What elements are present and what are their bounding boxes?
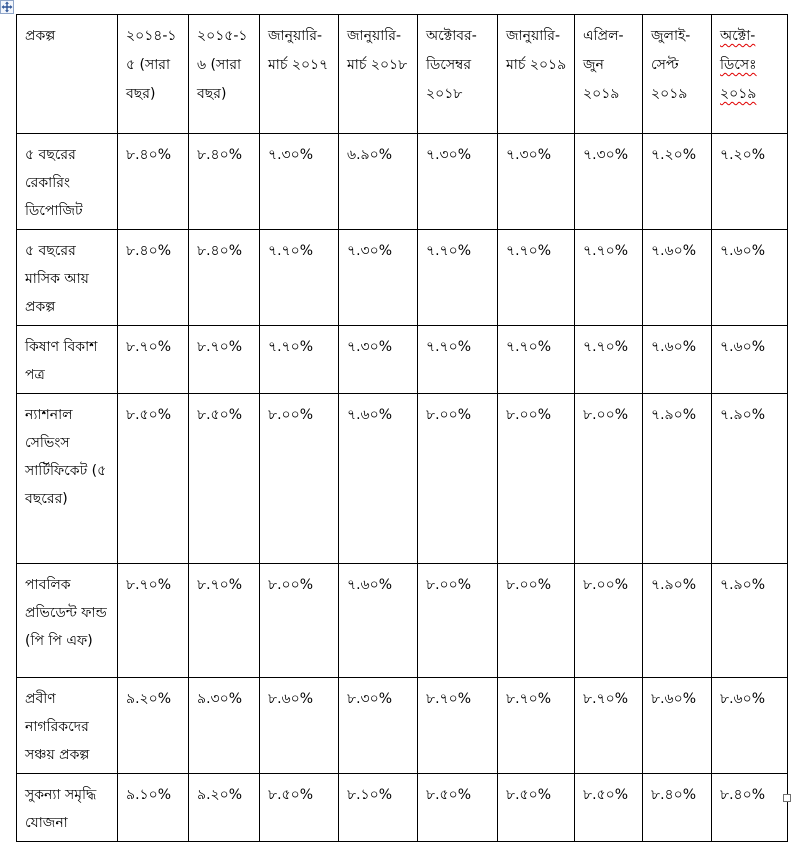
header-cell[interactable]: জুলাই-সেপ্ট ২০১৯	[643, 15, 712, 134]
table-cell[interactable]: ৮.৭০%	[575, 678, 643, 774]
table-cell[interactable]: ৮.৫০%	[418, 774, 498, 842]
header-cell[interactable]: এপ্রিল-জুন ২০১৯	[575, 15, 643, 134]
table-cell[interactable]: ৯.১০%	[118, 774, 189, 842]
table-cell[interactable]: ৮.৪০%	[118, 230, 189, 326]
header-cell[interactable]: প্রকল্প	[17, 15, 118, 134]
table-cell[interactable]: ৮.৫০%	[575, 774, 643, 842]
table-cell[interactable]: ৮.৬০%	[643, 678, 712, 774]
table-row	[17, 774, 788, 842]
row-label-cell[interactable]: ৫ বছরের রেকারিং ডিপোজিট	[17, 134, 118, 230]
table-cell[interactable]: ৭.৬০%	[643, 326, 712, 394]
row-label-cell[interactable]: ন্যাশনাল সেভিংস সার্টিফিকেট (৫ বছরের)	[17, 394, 118, 564]
table-cell[interactable]: ৮.০০%	[418, 564, 498, 678]
row-label-cell[interactable]: প্রবীণ নাগরিকদের সঞ্চয় প্রকল্প	[17, 678, 118, 774]
table-cell[interactable]: ৭.৭০%	[498, 326, 575, 394]
table-cell[interactable]: ৮.৪০%	[643, 774, 712, 842]
table-cell[interactable]: ৭.৬০%	[712, 230, 788, 326]
row-label-cell[interactable]: কিষাণ বিকাশ পত্র	[17, 326, 118, 394]
table-cell[interactable]: ৭.৭০%	[418, 230, 498, 326]
table-cell[interactable]: ৭.৩০%	[575, 134, 643, 230]
table-cell[interactable]: ৭.৯০%	[643, 394, 712, 564]
table-cell[interactable]: ৮.৭০%	[189, 564, 260, 678]
move-arrows-icon	[1, 1, 13, 13]
table-cell[interactable]: ৯.২০%	[189, 774, 260, 842]
table-cell[interactable]: ৭.৬০%	[712, 326, 788, 394]
table-row	[17, 326, 788, 394]
table-cell[interactable]: ৭.৭০%	[575, 230, 643, 326]
table-cell[interactable]: ৮.৫০%	[118, 394, 189, 564]
table-cell[interactable]: ৮.৬০%	[260, 678, 339, 774]
table-cell[interactable]: ৭.৭০%	[418, 326, 498, 394]
table-cell[interactable]: ৭.৯০%	[712, 394, 788, 564]
table-cell[interactable]: ৭.৬০%	[643, 230, 712, 326]
table-cell[interactable]: ৯.২০%	[118, 678, 189, 774]
table-cell[interactable]: ৭.৭০%	[260, 326, 339, 394]
header-cell[interactable]: জানুয়ারি-মার্চ ২০১৮	[339, 15, 418, 134]
table-row	[17, 230, 788, 326]
table-header-row	[17, 15, 788, 134]
table-cell[interactable]: ৮.৪০%	[118, 134, 189, 230]
table-cell[interactable]: ৮.৭০%	[118, 326, 189, 394]
table-cell[interactable]: ৮.০০%	[575, 564, 643, 678]
table-cell[interactable]: ৭.২০%	[712, 134, 788, 230]
table-cell[interactable]: ৭.৩০%	[339, 230, 418, 326]
table-cell[interactable]: ৭.৩০%	[260, 134, 339, 230]
table-cell[interactable]: ৯.৩০%	[189, 678, 260, 774]
table-cell[interactable]: ৮.৭০%	[498, 678, 575, 774]
header-cell[interactable]: ২০১৪-১৫ (সারা বছর)	[118, 15, 189, 134]
table-cell[interactable]: ৮.৫০%	[189, 394, 260, 564]
table-row	[17, 564, 788, 678]
row-label-cell[interactable]: পাবলিক প্রভিডেন্ট ফান্ড (পি পি এফ)	[17, 564, 118, 678]
table-cell[interactable]: ৮.৫০%	[498, 774, 575, 842]
table-cell[interactable]: ৮.০০%	[260, 564, 339, 678]
table-cell[interactable]: ৮.০০%	[575, 394, 643, 564]
rates-table[interactable]	[16, 14, 788, 842]
table-cell[interactable]: ৮.৬০%	[712, 678, 788, 774]
table-cell[interactable]: ৭.৩০%	[339, 326, 418, 394]
table-cell[interactable]: ৮.৪০%	[189, 134, 260, 230]
table-cell[interactable]: ৭.৭০%	[260, 230, 339, 326]
table-cell[interactable]: ৮.৫০%	[260, 774, 339, 842]
header-cell[interactable]: ২০১৫-১৬ (সারা বছর)	[189, 15, 260, 134]
table-row	[17, 678, 788, 774]
table-cell[interactable]: ৭.৭০%	[498, 230, 575, 326]
table-cell[interactable]: ৭.৬০%	[339, 564, 418, 678]
table-cell[interactable]: ৮.৪০%	[189, 230, 260, 326]
row-label-cell[interactable]: সুকন্যা সমৃদ্ধি যোজনা	[17, 774, 118, 842]
table-cell[interactable]: ৭.৯০%	[643, 564, 712, 678]
table-cell[interactable]: ৮.৭০%	[418, 678, 498, 774]
row-label-cell[interactable]: ৫ বছরের মাসিক আয় প্রকল্প	[17, 230, 118, 326]
header-cell[interactable]: জানুয়ারি-মার্চ ২০১৭	[260, 15, 339, 134]
table-cell[interactable]: ৭.৯০%	[712, 564, 788, 678]
table-cell[interactable]: ৮.১০%	[339, 774, 418, 842]
table-cell[interactable]: ৭.২০%	[643, 134, 712, 230]
table-cell[interactable]: ৭.৩০%	[498, 134, 575, 230]
table-cell[interactable]: ৮.৭০%	[189, 326, 260, 394]
table-cell[interactable]: ৮.৭০%	[118, 564, 189, 678]
table-cell[interactable]: ৭.৩০%	[418, 134, 498, 230]
table-cell[interactable]: ৮.০০%	[498, 394, 575, 564]
table-resize-handle[interactable]	[783, 794, 791, 802]
table-cell[interactable]: ৭.৭০%	[575, 326, 643, 394]
table-row	[17, 134, 788, 230]
table-cell[interactable]: ৮.০০%	[498, 564, 575, 678]
table-cell[interactable]: ৮.৪০%	[712, 774, 788, 842]
table-move-handle[interactable]	[0, 0, 14, 14]
header-cell[interactable]: জানুয়ারি-মার্চ ২০১৯	[498, 15, 575, 134]
table-cell[interactable]: ৬.৯০%	[339, 134, 418, 230]
table-cell[interactable]: ৭.৬০%	[339, 394, 418, 564]
header-cell[interactable]: অক্টোবর-ডিসেম্বর ২০১৮	[418, 15, 498, 134]
table-cell[interactable]: ৮.৩০%	[339, 678, 418, 774]
table-cell[interactable]: ৮.০০%	[260, 394, 339, 564]
table-row	[17, 394, 788, 564]
table-cell[interactable]: ৮.০০%	[418, 394, 498, 564]
header-cell[interactable]: অক্টো-ডিসেঃ ২০১৯	[712, 15, 788, 134]
